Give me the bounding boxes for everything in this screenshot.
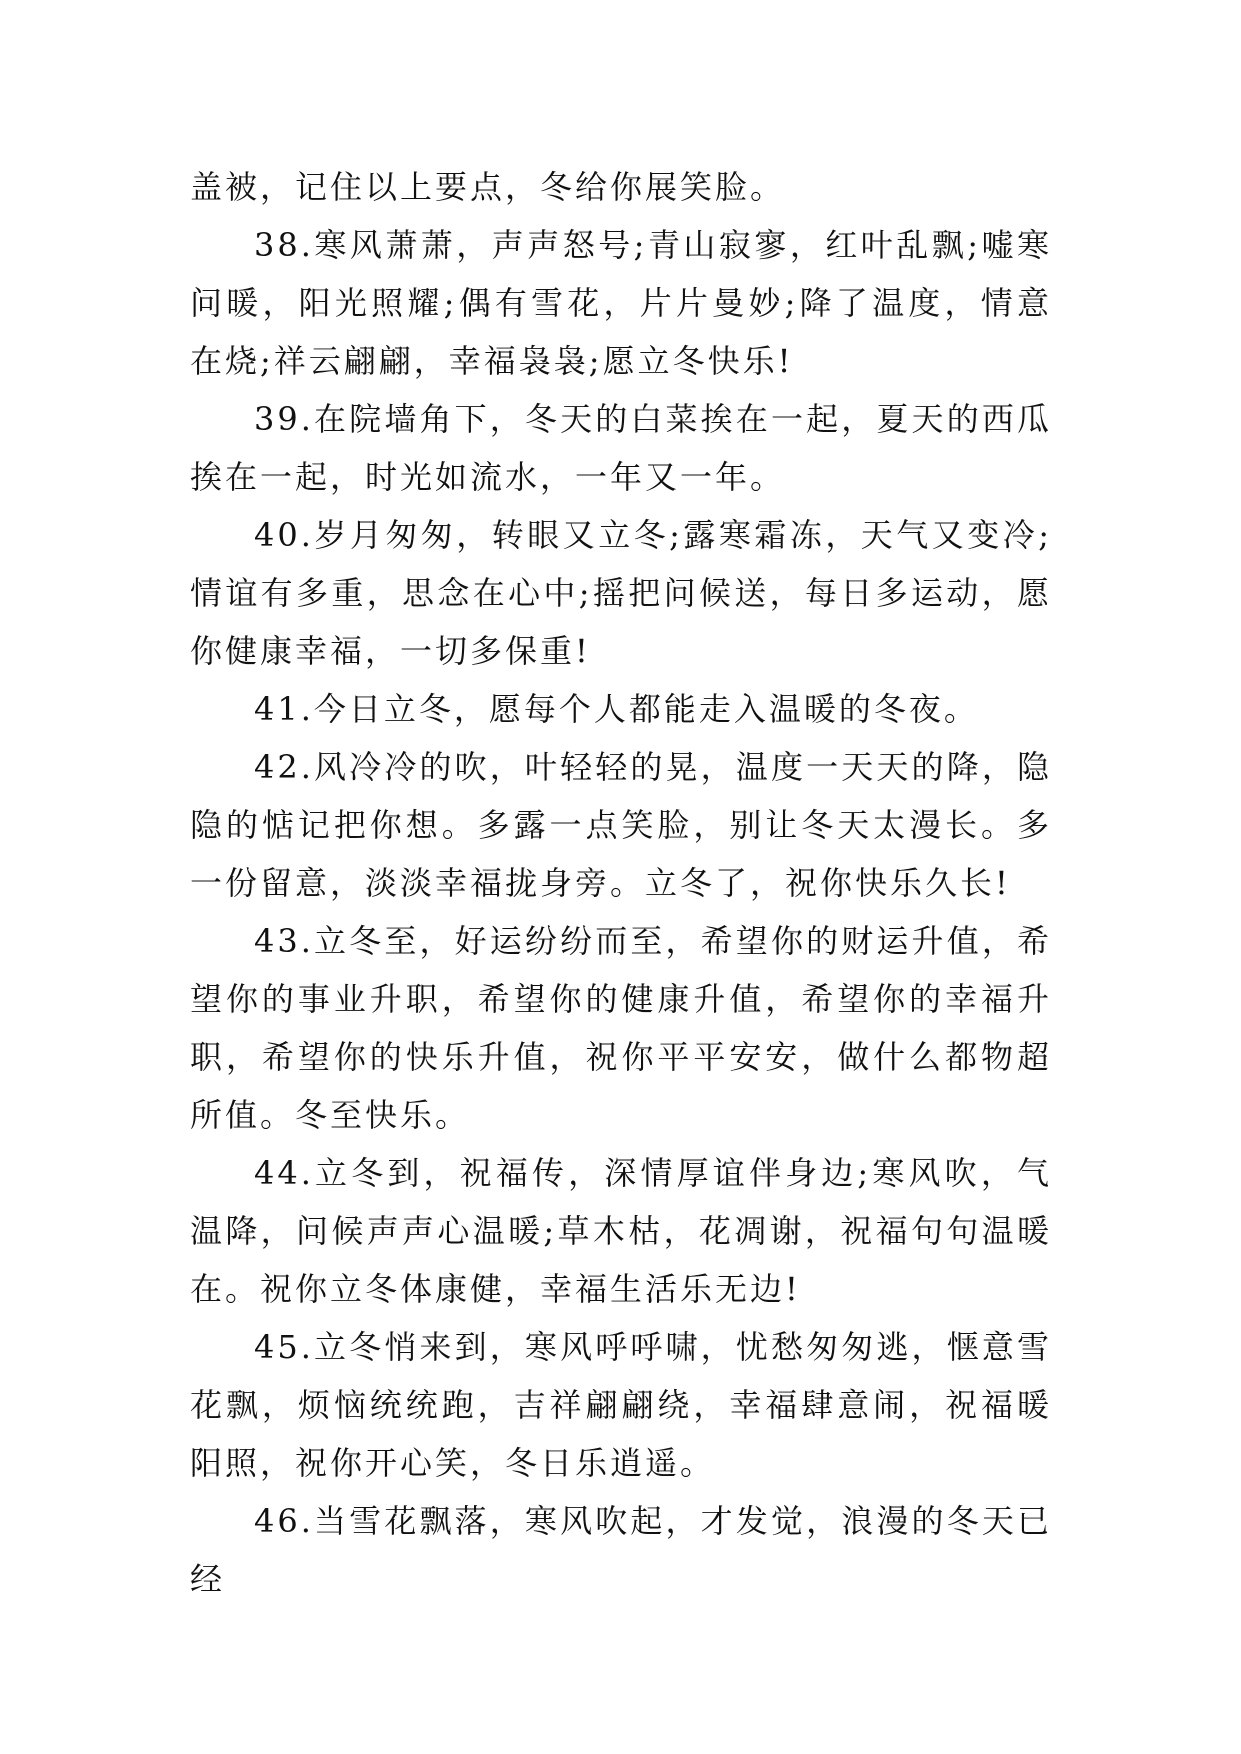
paragraph: 46.当雪花飘落，寒风吹起，才发觉，浪漫的冬天已经 <box>190 1502 1052 1598</box>
paragraph: 45.立冬悄来到，寒风呼呼啸，忧愁匆匆逃，惬意雪花飘，烦恼统统跑，吉祥翩翩绕，幸福肆意闹，祝福暖阳照，祝你开心笑，冬日乐逍遥。 <box>190 1328 1052 1482</box>
paragraph: 39.在院墙角下，冬天的白菜挨在一起，夏天的西瓜挨在一起，时光如流水，一年又一年。 <box>190 400 1052 496</box>
paragraph: 42.风冷冷的吹，叶轻轻的晃，温度一天天的降，隐隐的惦记把你想。多露一点笑脸，别让冬天太漫长。多一份留意，淡淡幸福拢身旁。立冬了，祝你快乐久长! <box>190 748 1052 902</box>
paragraph: 43.立冬至，好运纷纷而至，希望你的财运升值，希望你的事业升职，希望你的健康升值，希望你的幸福升职，希望你的快乐升值，祝你平平安安，做什么都物超所值。冬至快乐。 <box>190 922 1052 1134</box>
paragraph: 44.立冬到，祝福传，深情厚谊伴身边;寒风吹，气温降，问候声声心温暖;草木枯，花凋谢，祝福句句温暖在。祝你立冬体康健，幸福生活乐无边! <box>190 1154 1052 1308</box>
paragraph: 38.寒风萧萧，声声怒号;青山寂寥，红叶乱飘;嘘寒问暖，阳光照耀;偶有雪花，片片曼妙;降了温度，情意在烧;祥云翩翩，幸福袅袅;愿立冬快乐! <box>190 226 1052 380</box>
paragraph: 盖被，记住以上要点，冬给你展笑脸。 <box>190 168 786 206</box>
paragraph: 41.今日立冬，愿每个人都能走入温暖的冬夜。 <box>254 690 979 728</box>
document-body <box>190 158 1052 1608</box>
paragraph: 40.岁月匆匆，转眼又立冬;露寒霜冻，天气又变冷;情谊有多重，思念在心中;摇把问候送，每日多运动，愿你健康幸福，一切多保重! <box>190 516 1052 670</box>
